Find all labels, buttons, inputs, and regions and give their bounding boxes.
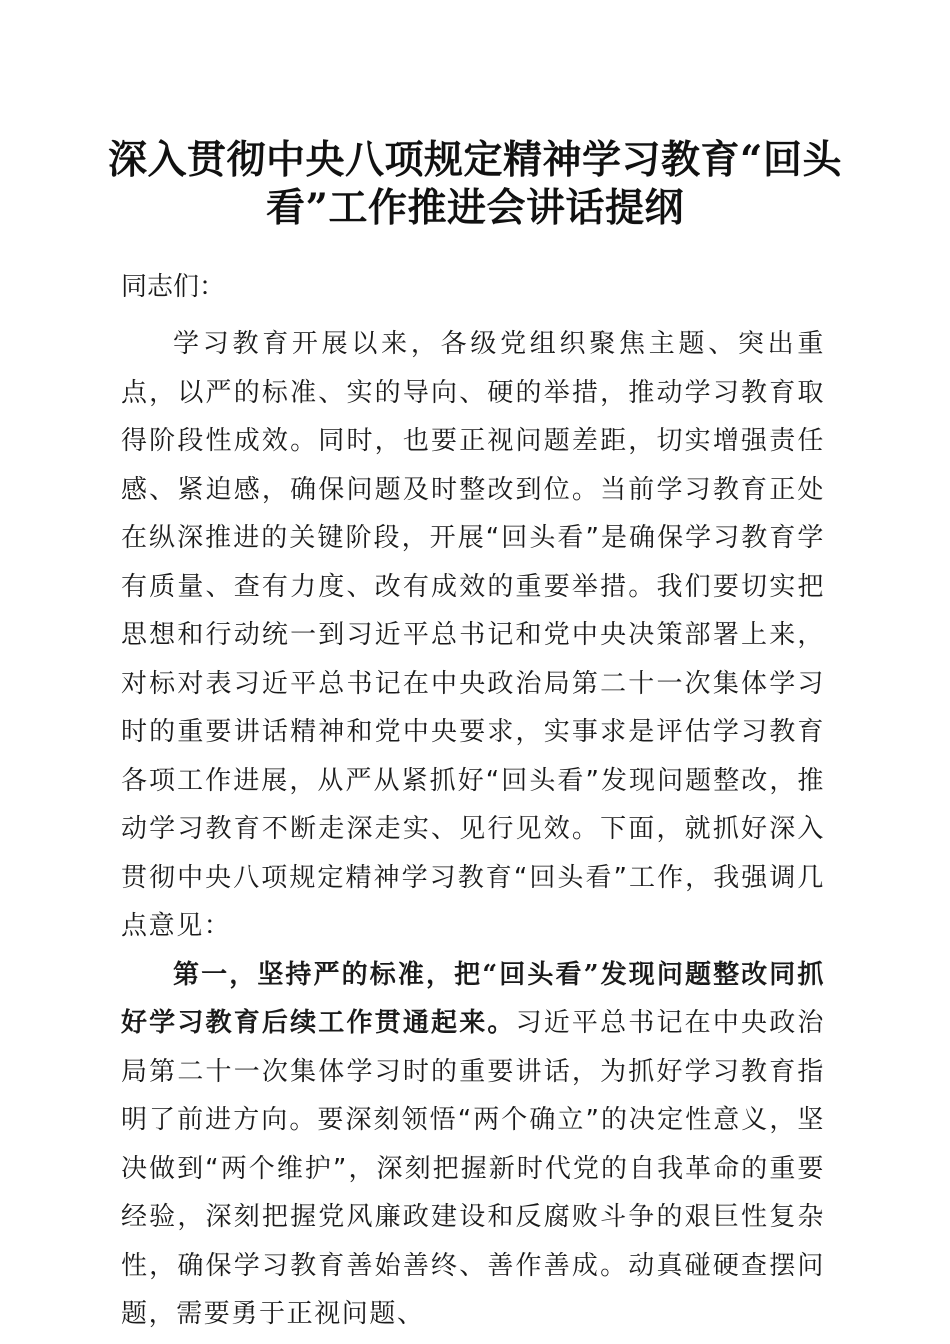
paragraph-intro: 学习教育开展以来，各级党组织聚焦主题、突出重点，以严的标准、实的导向、硬的举措，推动学习教育取得阶段性成效。同时，也要正视问题差距，切实增强责任感、紧迫感，确保问题及时整改到位。当前学习教育正处在纵深推进的关键阶段，开展“回头看”是确保学习教育学有质量、查有力度、改有成效的重要举措。我们要切实把思想和行动统一到习近平总书记和党中央决策部署上来，对标对表习近平总书记在中央政治局第二十一次集体学习时的重要讲话精神和党中央要求，实事求是评估学习教育各项工作进展，从严从紧抓好“回头看”发现问题整改，推动学习教育不断走深走实、见行见效。下面，就抓好深入贯彻中央八项规定精神学习教育“回头看”工作，我强调几点意见：	[121, 329, 825, 941]
salutation: 同志们：	[121, 272, 226, 302]
title-line-2: 看”工作推进会讲话提纲	[266, 185, 684, 231]
paragraph-first-point	[121, 951, 825, 1339]
first-point-heading: 第一，坚持严的标准，把“回头看”发现问题整改同抓好学习教育后续工作贯通起来。	[121, 959, 825, 1038]
document-body	[121, 254, 825, 1339]
title-line-1: 深入贯彻中央八项规定精神学习教育“回头	[108, 137, 842, 183]
document-title	[100, 136, 850, 232]
first-point-body: 习近平总书记在中央政治局第二十一次集体学习时的重要讲话，为抓好学习教育指明了前进方向。要深刻领悟“两个确立”的决定性意义，坚决做到“两个维护”，深刻把握新时代党的自我革命的重要经验，深刻把握党风廉政建设和反腐败斗争的艰巨性复杂性，确保学习教育善始善终、善作善成。动真碰硬查摆问题，需要勇于正视问题、	[121, 1008, 825, 1329]
